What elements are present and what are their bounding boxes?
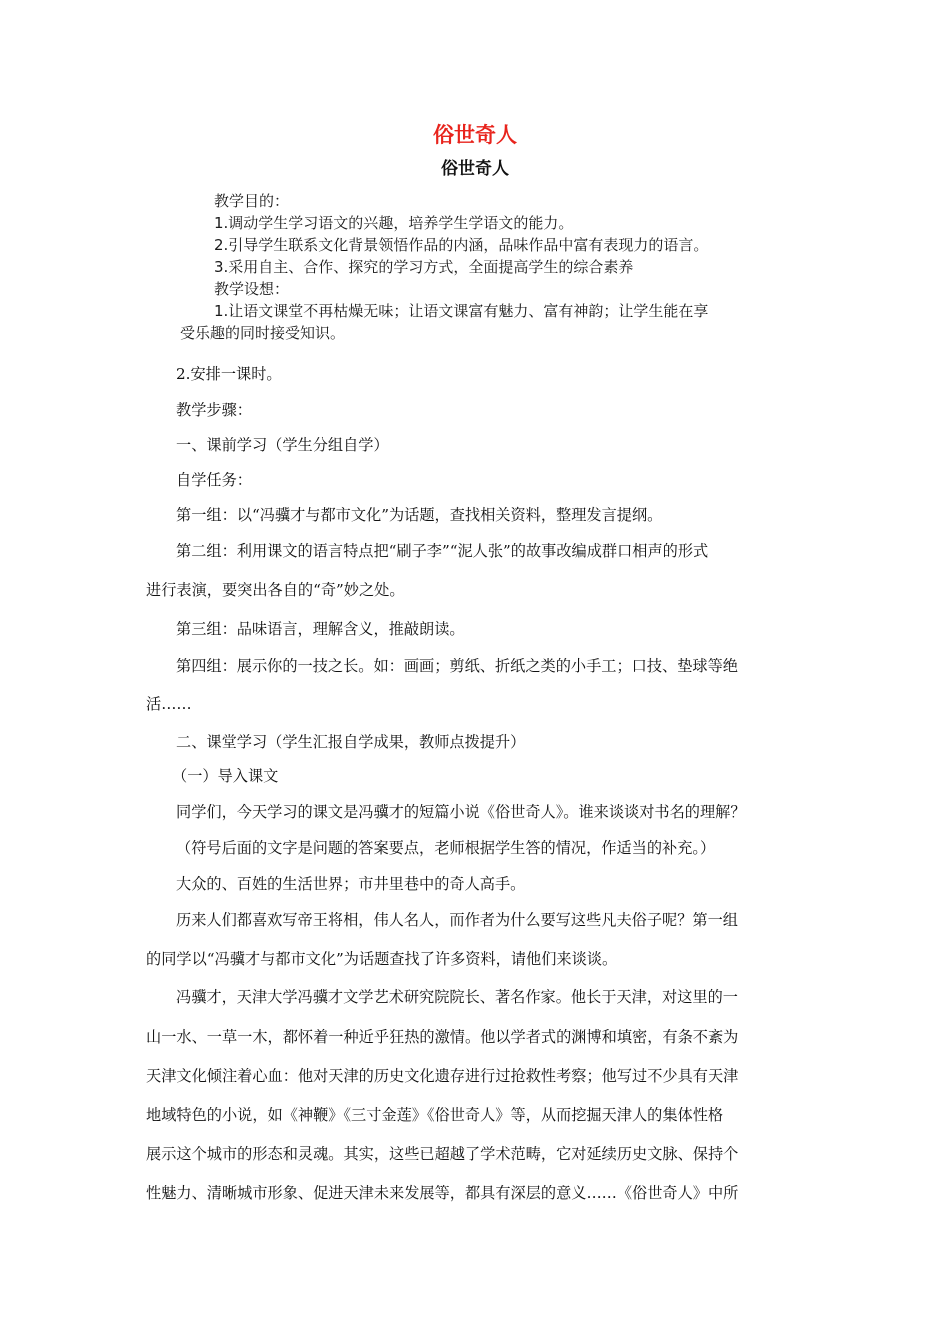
section-heading: 一、课前学习（学生分组自学） bbox=[176, 436, 389, 454]
paragraph-line: 进行表演，要突出各自的“奇”妙之处。 bbox=[146, 581, 405, 599]
paragraph-line: 第一组：以“冯骥才与都市文化”为话题，查找相关资料，整理发言提纲。 bbox=[176, 506, 663, 524]
objective-item: 1.调动学生学习语文的兴趣，培养学生学语文的能力。 bbox=[214, 214, 574, 232]
paragraph-line: 第二组：利用课文的语言特点把“刷子李”“泥人张”的故事改编成群口相声的形式 bbox=[176, 542, 709, 560]
design-item: 1.让语文课堂不再枯燥无味；让语文课富有魅力、富有神韵；让学生能在享 bbox=[214, 302, 709, 320]
design-item-continuation: 受乐趣的同时接受知识。 bbox=[180, 324, 346, 342]
objective-item: 2.引导学生联系文化背景领悟作品的内涵，品味作品中富有表现力的语言。 bbox=[214, 236, 709, 254]
section-heading: 二、课堂学习（学生汇报自学成果，教师点拨提升） bbox=[176, 733, 526, 751]
subsection-heading: （一）导入课文 bbox=[172, 767, 279, 785]
paragraph-line: 的同学以“冯骥才与都市文化”为话题查找了许多资料，请他们来谈谈。 bbox=[146, 950, 618, 968]
paragraph-line: （符号后面的文字是问题的答案要点，老师根据学生答的情况，作适当的补充。） bbox=[176, 839, 716, 857]
design-heading: 教学设想： bbox=[214, 280, 290, 298]
paragraph-line: 活…… bbox=[146, 695, 192, 713]
document-title: 俗世奇人 bbox=[433, 123, 517, 147]
paragraph-line: 天津文化倾注着心血：他对天津的历史文化遗存进行过抢救性考察；他写过不少具有天津 bbox=[146, 1067, 739, 1085]
objectives-heading: 教学目的： bbox=[214, 192, 290, 210]
paragraph-line: 第三组：品味语言，理解含义，推敲朗读。 bbox=[176, 620, 465, 638]
paragraph-line: 自学任务： bbox=[176, 471, 252, 489]
paragraph-line: 大众的、百姓的生活世界；市井里巷中的奇人高手。 bbox=[176, 875, 526, 893]
objective-item: 3.采用自主、合作、探究的学习方式，全面提高学生的综合素养 bbox=[214, 258, 634, 276]
paragraph-line: 地域特色的小说，如《神鞭》《三寸金莲》《俗世奇人》等，从而挖掘天津人的集体性格 bbox=[146, 1106, 724, 1124]
paragraph-line: 2.安排一课时。 bbox=[176, 365, 282, 383]
document-subtitle: 俗世奇人 bbox=[441, 159, 509, 179]
paragraph-line: 山一水、一草一木，都怀着一种近乎狂热的激情。他以学者式的渊博和填密，有条不紊为 bbox=[146, 1028, 739, 1046]
paragraph-line: 性魅力、清晰城市形象、促进天津未来发展等，都具有深层的意义……《俗世奇人》中所 bbox=[146, 1184, 739, 1202]
paragraph-line: 冯骥才，天津大学冯骥才文学艺术研究院院长、著名作家。他长于天津，对这里的一 bbox=[176, 988, 738, 1006]
paragraph-line: 同学们，今天学习的课文是冯骥才的短篇小说《俗世奇人》。谁来谈谈对书名的理解？ bbox=[176, 803, 746, 821]
paragraph-line: 历来人们都喜欢写帝王将相，伟人名人，而作者为什么要写这些凡夫俗子呢？第一组 bbox=[176, 911, 738, 929]
paragraph-line: 教学步骤： bbox=[176, 401, 252, 419]
paragraph-line: 第四组：展示你的一技之长。如：画画；剪纸、折纸之类的小手工；口技、垫球等绝 bbox=[176, 657, 738, 675]
paragraph-line: 展示这个城市的形态和灵魂。其实，这些已超越了学术范畴，它对延续历史文脉、保持个 bbox=[146, 1145, 739, 1163]
